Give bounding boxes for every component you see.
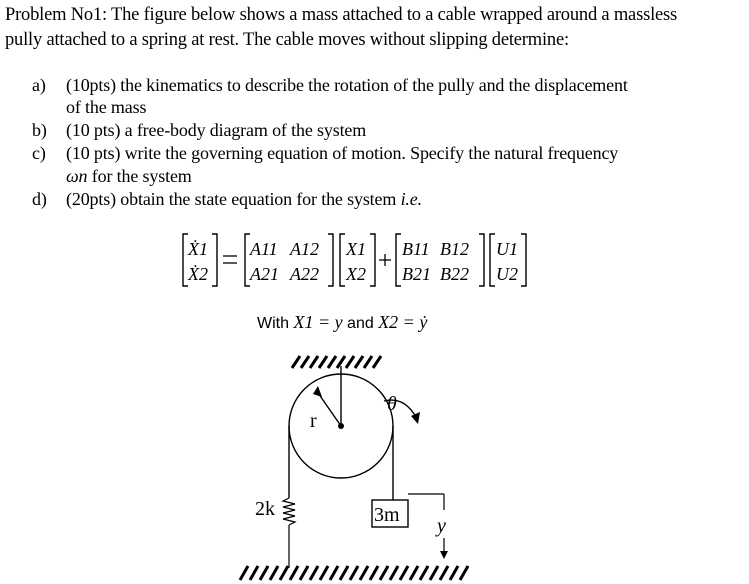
a11: A11 <box>250 239 278 259</box>
a12: A12 <box>290 239 319 259</box>
theta-label: θ <box>387 393 397 415</box>
floor-hatch <box>240 566 468 580</box>
lhs-x2-dot: Ẋ2 <box>188 264 208 284</box>
b22: B22 <box>440 264 469 284</box>
item-c-tail: for the system <box>87 166 192 186</box>
spring-label: 2k <box>255 498 275 520</box>
pulley-center <box>338 423 344 429</box>
x1: X1 <box>346 239 366 259</box>
with-cond1: X1 = y <box>293 312 343 332</box>
lhs-x1-dot: Ẋ1 <box>188 239 208 259</box>
with-cond2: X2 = ẏ <box>378 312 428 332</box>
a21: A21 <box>250 264 279 284</box>
a22: A22 <box>290 264 319 284</box>
mass-label: 3m <box>374 504 400 526</box>
spring <box>283 498 295 568</box>
displacement-arrowhead <box>440 551 448 559</box>
x2: X2 <box>346 264 366 284</box>
with-prefix: With <box>257 315 294 332</box>
b21: B21 <box>402 264 431 284</box>
u2: U2 <box>496 264 518 284</box>
omega-n-symbol: ωn <box>66 166 88 186</box>
item-d-marker: d) <box>32 189 47 209</box>
displacement-label: y <box>437 515 446 537</box>
item-b-marker: b) <box>32 120 47 140</box>
item-c-marker: c) <box>32 143 46 163</box>
b11: B11 <box>402 239 430 259</box>
item-d-ie: i.e. <box>400 189 422 209</box>
problem-intro-line2: pully attached to a spring at rest. The cable moves without slipping determine: <box>5 30 569 50</box>
b12: B12 <box>440 239 469 259</box>
item-a-text-cont: of the mass <box>66 97 147 117</box>
u1: U1 <box>496 239 518 259</box>
theta-arrowhead <box>411 412 420 424</box>
with-and: and <box>342 315 379 332</box>
ceiling-hatch <box>292 356 381 368</box>
item-d-body: (20pts) obtain the state equation for the system <box>66 189 401 209</box>
radius-label: r <box>310 410 317 432</box>
problem-intro-line1: Problem No1: The figure below shows a mass attached to a cable wrapped around a massless <box>5 5 678 25</box>
item-c-text: (10 pts) write the governing equation of motion. Specify the natural frequency <box>66 143 619 163</box>
item-b-text: (10 pts) a free-body diagram of the system <box>66 120 367 140</box>
radius-arrowhead <box>313 386 322 397</box>
item-a-text: (10pts) the kinematics to describe the rotation of the pully and the displacement <box>66 75 628 95</box>
item-a-marker: a) <box>32 75 46 95</box>
